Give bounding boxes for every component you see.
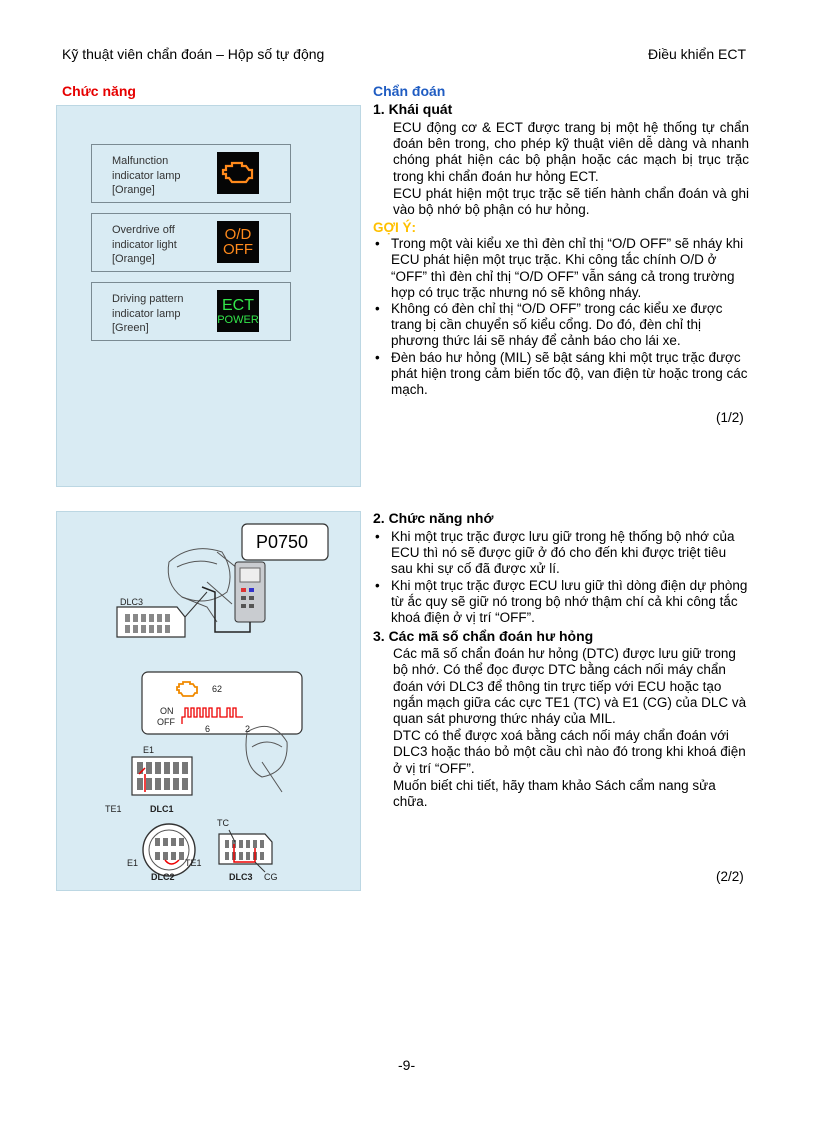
indicator-label — [112, 223, 177, 267]
dlc3-label: DLC3 — [229, 872, 253, 882]
overview-para1: ECU động cơ & ECT được trang bị một hệ thống tự chẩn đoán bên trong, cho phép kỹ thuật viên dễ dàng và nhanh chóng phát hiện các bộ phận hoặc các mạch bị trục trặc trong khi chẩn đoán hư hỏng ECT. — [393, 120, 749, 184]
indicator-label — [112, 292, 184, 336]
e1-label: E1 — [143, 745, 155, 755]
hint-label: GỢI Ý: — [373, 220, 417, 236]
indicator-driving-pattern — [91, 282, 291, 341]
diagnosis-title: Chẩn đoán — [373, 83, 446, 99]
te1-label: TE1 — [105, 804, 122, 814]
te1b-label: TE1 — [185, 858, 202, 868]
off-text: OFF — [223, 241, 253, 258]
list-item: • Khi một trục trặc được ECU lưu giữ thì dòng điện dự phòng từ ắc quy sẽ giữ nó trong bộ nhớ thậm chí cả khi công tắc khoá điện ở vị trí “OFF”. — [373, 578, 749, 627]
blink-count-label: 62 — [212, 684, 223, 694]
indicator-panel — [56, 105, 361, 487]
indicator-line: indicator light — [112, 238, 177, 251]
dtc-heading: 3. Các mã số chẩn đoán hư hỏng — [373, 628, 594, 645]
indicator-line: [Orange] — [112, 184, 155, 196]
list-item: • Không có đèn chỉ thị “O/D OFF” trong các kiểu xe được trang bị cần chuyển số kiểu cổng. Do đó, đèn chỉ thị phương thức lái sẽ nháy để cảnh báo cho lái xe. — [373, 301, 749, 350]
dlc2-label: DLC2 — [151, 872, 175, 882]
list-item: • Đèn báo hư hỏng (MIL) sẽ bật sáng khi một trục trặc được phát hiện trong cảm biến tốc độ, van điện từ hoặc trong các mạch. — [373, 350, 749, 399]
header-left: Kỹ thuật viên chẩn đoán – Hộp số tự động — [62, 46, 325, 62]
e1b-label: E1 — [127, 858, 139, 868]
indicator-line: [Green] — [112, 322, 149, 334]
dtc-para2: DTC có thể được xoá bằng cách nối máy chẩn đoán với DLC3 hoặc tháo bỏ một cầu chì nào đó trong khi khoá điện ở vị trí “OFF”. — [393, 728, 746, 776]
dlc-diagram — [57, 512, 360, 890]
diagnosis-column — [373, 83, 749, 398]
dlc-figure-panel — [56, 511, 361, 891]
count-6-label: 6 — [205, 724, 211, 734]
off-label: OFF — [157, 717, 175, 727]
indicator-line: Overdrive off — [112, 224, 175, 236]
indicator-line: Malfunction — [112, 155, 169, 167]
dtc-code-text: P0750 — [256, 532, 309, 552]
dlc3-top-label: DLC3 — [120, 597, 144, 607]
list-item: • Khi một trục trặc được lưu giữ trong hệ thống bộ nhớ của ECU thì nó sẽ được giữ ở đó cho đến khi được triệt tiêu sau khi sự cố đã được xử lí. — [373, 529, 749, 578]
steering-wheel-sketch — [246, 726, 287, 792]
overview-para2: ECU phát hiện một trục trặc sẽ tiến hành chẩn đoán và ghi vào bộ nhớ bộ phận có hư hỏng. — [393, 185, 749, 218]
memory-list — [373, 529, 749, 626]
dtc-para3: Muốn biết chi tiết, hãy tham khảo Sách cẩm nang sửa chữa. — [393, 777, 716, 810]
dtc-para1: Các mã số chẩn đoán hư hỏng (DTC) được lưu giữ trong bộ nhớ. Có thể đọc được DTC bằng cách nối máy chẩn đoán với DLC3 để thông tin trực tiếp với ECU hoặc tạo ngắn mạch giữa các cực TE1 (TC) và E1 (CG) của DLC và quan sát phương thức nháy của MIL. — [393, 646, 747, 727]
memory-column — [373, 510, 749, 810]
tc-label: TC — [217, 818, 229, 828]
list-item: • Trong một vài kiểu xe thì đèn chỉ thị “O/D OFF” sẽ nháy khi ECU phát hiện một trục trặc. Khi công tắc chính O/D ở “OFF” thì đèn chỉ thị “O/D OFF” vẫn sáng cả trong trường hợp có trục trặc nhưng nó sẽ không nháy. — [373, 236, 749, 301]
indicator-line: indicator lamp — [112, 307, 181, 320]
dlc2-connector — [143, 824, 195, 876]
function-title: Chức năng — [62, 83, 136, 99]
cg-label: CG — [264, 872, 278, 882]
overview-heading: 1. Khái quát — [373, 101, 453, 117]
ect-text: ECT — [222, 296, 254, 314]
indicator-label — [112, 154, 180, 198]
on-label: ON — [160, 706, 174, 716]
od-off-icon — [217, 221, 259, 263]
header-right: Điều khiển ECT — [648, 46, 747, 62]
memory-heading: 2. Chức năng nhớ — [373, 510, 494, 526]
count-2-label: 2 — [245, 724, 251, 734]
indicator-malfunction — [91, 144, 291, 203]
page-number: -9- — [398, 1057, 416, 1073]
indicator-overdrive — [91, 213, 291, 272]
page-mark-2: (2/2) — [716, 869, 744, 884]
indicator-line: Driving pattern — [112, 293, 184, 305]
dlc1-label: DLC1 — [150, 804, 174, 814]
power-text: POWER — [217, 313, 259, 326]
indicator-line: [Orange] — [112, 253, 155, 265]
indicator-line: indicator lamp — [112, 169, 181, 182]
hint-list — [373, 236, 749, 398]
page-mark-1: (1/2) — [716, 410, 744, 425]
ect-power-icon — [217, 290, 259, 332]
od-text: O/D — [224, 226, 252, 243]
check-engine-icon — [217, 152, 259, 194]
